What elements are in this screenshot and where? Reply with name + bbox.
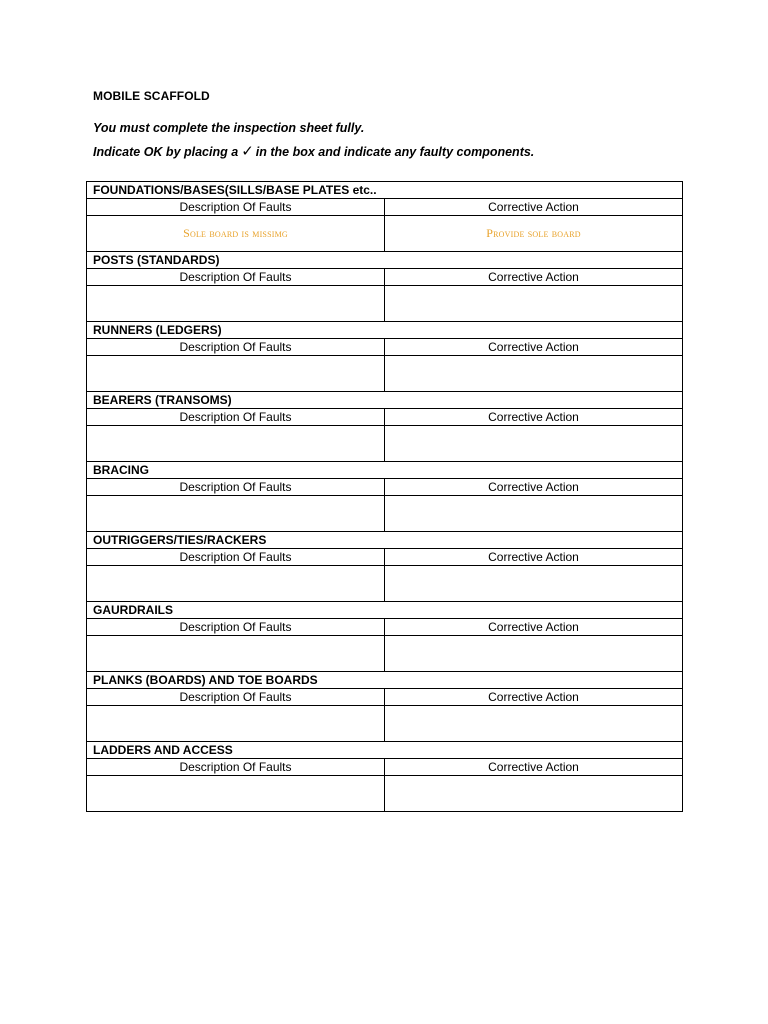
corrective-action-header: Corrective Action [385,689,683,706]
entry-row [87,286,683,322]
inspection-table [86,181,683,812]
column-header-row [87,199,683,216]
column-header-row [87,689,683,706]
fault-description-cell[interactable] [87,426,385,462]
description-of-faults-header: Description Of Faults [87,759,385,776]
fault-description-cell[interactable] [87,286,385,322]
corrective-action-cell[interactable] [385,706,683,742]
section-title-foundations-bases-sills-base-plates-etc: FOUNDATIONS/BASES(SILLS/BASE PLATES etc.. [87,182,683,199]
section-header-row [87,462,683,479]
section-title-runners-ledgers: RUNNERS (LEDGERS) [87,322,683,339]
section-title-planks-boards-and-toe-boards: PLANKS (BOARDS) AND TOE BOARDS [87,672,683,689]
corrective-action-header: Corrective Action [385,619,683,636]
column-header-row [87,409,683,426]
checkmark-icon: ✓ [241,143,254,160]
section-header-row [87,602,683,619]
description-of-faults-header: Description Of Faults [87,689,385,706]
fault-description-cell[interactable] [87,566,385,602]
fault-description-cell[interactable] [87,706,385,742]
section-header-row [87,392,683,409]
column-header-row [87,759,683,776]
column-header-row [87,269,683,286]
corrective-action-cell[interactable] [385,426,683,462]
section-title-ladders-and-access: LADDERS AND ACCESS [87,742,683,759]
instruction-line-1: You must complete the inspection sheet fully. [93,121,365,135]
corrective-action-cell[interactable] [385,636,683,672]
corrective-action-header: Corrective Action [385,409,683,426]
inspection-table-body [87,182,683,812]
fault-description-cell[interactable] [87,776,385,812]
corrective-action-cell[interactable] [385,286,683,322]
entry-row [87,426,683,462]
instruction-line-2-start: Indicate OK by placing a [93,145,239,159]
column-header-row [87,549,683,566]
fault-description-cell[interactable] [87,496,385,532]
section-header-row [87,742,683,759]
corrective-action-header: Corrective Action [385,759,683,776]
section-title-posts-standards: POSTS (STANDARDS) [87,252,683,269]
corrective-action-header: Corrective Action [385,199,683,216]
page-title: MOBILE SCAFFOLD [93,89,210,103]
section-header-row [87,532,683,549]
description-of-faults-header: Description Of Faults [87,479,385,496]
entry-row [87,496,683,532]
entry-row [87,706,683,742]
corrective-action-cell[interactable] [385,356,683,392]
fault-description-cell[interactable] [87,356,385,392]
instruction-line-2 [93,142,534,160]
corrective-action-cell[interactable] [385,566,683,602]
section-title-gaurdrails: GAURDRAILS [87,602,683,619]
description-of-faults-header: Description Of Faults [87,619,385,636]
description-of-faults-header: Description Of Faults [87,409,385,426]
description-of-faults-header: Description Of Faults [87,339,385,356]
fault-description-cell[interactable]: Sole board is missimg [87,216,385,252]
section-title-bracing: BRACING [87,462,683,479]
corrective-action-cell[interactable] [385,776,683,812]
corrective-action-header: Corrective Action [385,549,683,566]
description-of-faults-header: Description Of Faults [87,549,385,566]
section-header-row [87,252,683,269]
corrective-action-header: Corrective Action [385,479,683,496]
entry-row [87,216,683,252]
corrective-action-cell[interactable] [385,496,683,532]
description-of-faults-header: Description Of Faults [87,199,385,216]
corrective-action-cell[interactable]: Provide sole board [385,216,683,252]
section-header-row [87,322,683,339]
section-title-outriggers-ties-rackers: OUTRIGGERS/TIES/RACKERS [87,532,683,549]
entry-row [87,356,683,392]
column-header-row [87,339,683,356]
entry-row [87,636,683,672]
section-title-bearers-transoms: BEARERS (TRANSOMS) [87,392,683,409]
corrective-action-header: Corrective Action [385,339,683,356]
column-header-row [87,479,683,496]
entry-row [87,776,683,812]
column-header-row [87,619,683,636]
section-header-row [87,672,683,689]
instruction-line-2-end: in the box and indicate any faulty components. [255,145,535,159]
section-header-row [87,182,683,199]
fault-description-cell[interactable] [87,636,385,672]
corrective-action-header: Corrective Action [385,269,683,286]
entry-row [87,566,683,602]
description-of-faults-header: Description Of Faults [87,269,385,286]
